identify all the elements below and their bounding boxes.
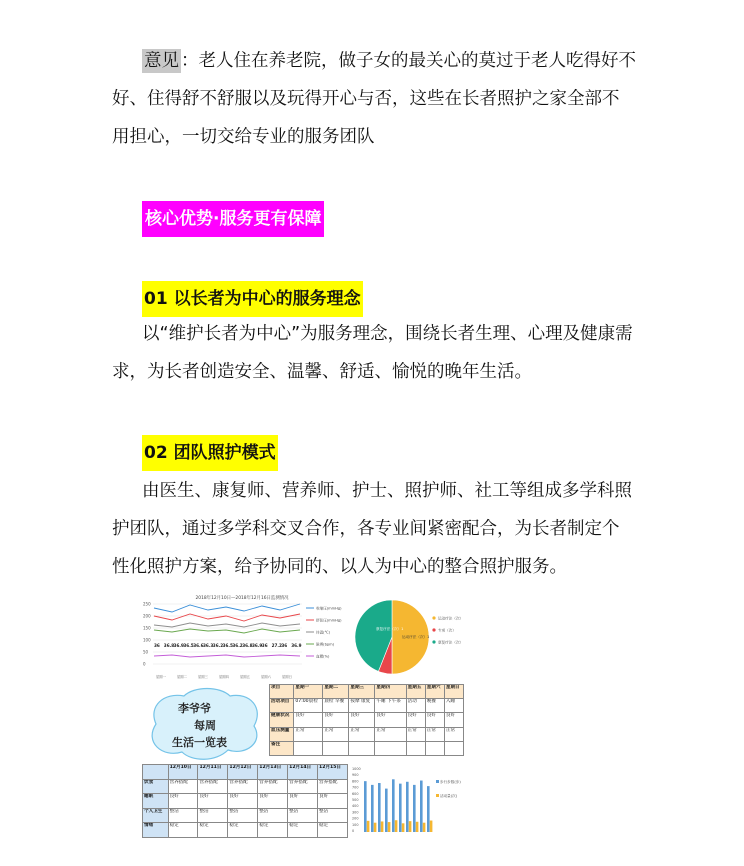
- therapy-pie-chart: [354, 592, 464, 682]
- bar-y-tick: 1000: [352, 767, 361, 771]
- pie-legend-swatch: [432, 628, 435, 631]
- table-cell: [406, 741, 425, 755]
- table-cell: 整洁: [228, 808, 258, 823]
- section-title-wrap: [142, 206, 324, 232]
- vital-x-tick: 星期六: [261, 675, 271, 679]
- table-cell: 正常: [323, 727, 349, 741]
- table-header-cell: 星期一: [294, 685, 323, 699]
- table-header-cell: 星期日: [444, 685, 463, 699]
- vital-y-tick: 250: [143, 601, 151, 607]
- activity-bar-chart: [352, 764, 464, 838]
- table-cell: 晚餐: [425, 699, 444, 713]
- temp-label: 36.9: [291, 643, 302, 648]
- table-cell: [349, 741, 375, 755]
- table-cell: 稳定: [228, 823, 258, 838]
- table-cell: 良好: [323, 713, 349, 727]
- temp-label: 36.3: [203, 643, 214, 648]
- bar-series-a: [427, 786, 430, 832]
- table-cell: 午睡 下午茶: [375, 699, 406, 713]
- table-header-cell: [143, 765, 169, 780]
- vital-x-tick: 星期一: [156, 675, 166, 679]
- bar-series-b: [395, 820, 398, 832]
- bar-y-tick: 400: [352, 804, 359, 809]
- point2-body: 由医生、康复师、营养师、护士、照护师、社工等组成多学科照护团队，通过多学科交叉合作，各专业间紧密配合，为长者制定个性化照护方案，给予协同的、以人为中心的整合照护服务。: [112, 481, 632, 577]
- table-row: [143, 823, 348, 838]
- table-header-row: [143, 765, 348, 780]
- table-cell: 晨检 早餐: [323, 699, 349, 713]
- vital-legend-label: 舒张压(mmHg): [316, 618, 342, 623]
- table-cell: 良好: [228, 794, 258, 809]
- table-header-cell: 12月13日: [258, 765, 288, 780]
- bar-series-a: [399, 784, 402, 832]
- card-name: 李爷爷: [178, 702, 211, 715]
- table-cell: 正常: [406, 727, 425, 741]
- pie-inner-label-1: 康复疗法（次）1: [376, 627, 404, 631]
- bar-series-b: [409, 821, 412, 832]
- table-cell: [375, 741, 406, 755]
- bar-y-tick: 600: [352, 791, 359, 796]
- bar-legend-label: 步行步数(步): [440, 780, 461, 784]
- vital-legend-label: 体温(℃): [316, 630, 331, 635]
- table-header-cell: 星期四: [375, 685, 406, 699]
- table-cell: 入睡: [444, 699, 463, 713]
- point1-body: 以“维护长者为中心”为服务理念，围绕长者生理、心理及健康需求，为长者创造安全、温馨、舒适、愉悦的晚年生活。: [112, 324, 633, 382]
- bar-series-a: [392, 779, 395, 832]
- table-cell: 整洁: [258, 808, 288, 823]
- vital-x-tick: 星期四: [219, 675, 229, 679]
- table-cell: [323, 741, 349, 755]
- bar-legend-swatch: [436, 780, 439, 783]
- table-cell: 血压测量: [270, 727, 294, 741]
- temp-label: 36.9: [173, 643, 184, 648]
- temp-label: 27.2: [271, 643, 282, 648]
- vital-y-tick: 0: [143, 661, 146, 667]
- table-cell: 正常: [294, 727, 323, 741]
- table-cell: 活动项目: [270, 699, 294, 713]
- table-cell: 正常: [425, 727, 444, 741]
- pulse-line: [154, 629, 300, 633]
- table-row: [270, 741, 464, 755]
- table-cell: 整洁: [318, 808, 348, 823]
- vital-x-tick: 星期三: [198, 675, 208, 679]
- temperature-line: [154, 623, 300, 627]
- table-cell: 正常: [375, 727, 406, 741]
- table-cell: 备注: [270, 741, 294, 755]
- table-cell: 个人卫生: [143, 808, 169, 823]
- table-cell: 营养搭配: [318, 779, 348, 794]
- bar-series-b: [416, 822, 419, 832]
- daily-status-table: [142, 764, 348, 838]
- vital-chart-title: 2018年12月10日—2018年12月16日监测情况: [195, 596, 289, 601]
- daily-activity-table: [269, 684, 464, 756]
- table-cell: 良好: [425, 713, 444, 727]
- bar-series-a: [413, 785, 416, 832]
- point2-title: 02 团队照护模式: [142, 435, 278, 471]
- table-row: [270, 713, 464, 727]
- table-cell: 稳定: [318, 823, 348, 838]
- table-cell: 健康状况: [270, 713, 294, 727]
- table-cell: 正常: [349, 727, 375, 741]
- table-header-cell: 12月11日: [198, 765, 228, 780]
- table-cell: 睡眠: [143, 794, 169, 809]
- systolic-line: [154, 604, 300, 612]
- temp-label: 36.2: [232, 643, 243, 648]
- intro-paragraph: [112, 42, 636, 156]
- table-cell: 良好: [375, 713, 406, 727]
- bar-series-a: [406, 782, 409, 832]
- table-cell: [444, 741, 463, 755]
- table-cell: 整洁: [288, 808, 318, 823]
- pie-legend-label: 康复疗法（次）: [438, 640, 464, 645]
- diastolic-line: [154, 614, 300, 621]
- bar-y-tick: 0: [352, 829, 355, 833]
- table-header-cell: 星期五: [406, 685, 425, 699]
- table-cell: 良好: [258, 794, 288, 809]
- table-cell: 良好: [349, 713, 375, 727]
- bar-y-tick: 800: [352, 779, 359, 784]
- table-header-cell: 星期六: [425, 685, 444, 699]
- vital-x-tick: 星期日: [282, 675, 292, 679]
- intro-text: ：老人住在养老院，做子女的最关心的莫过于老人吃得好不好、住得舒不舒服以及玩得开心与否，这些在长者照护之家全部不用担心，一切交给专业的服务团队: [112, 51, 636, 147]
- vital-y-tick: 50: [143, 649, 149, 655]
- vital-legend-label: 脉搏(bpm): [316, 642, 335, 647]
- bar-y-tick: 900: [352, 773, 359, 778]
- temp-label: 36.8: [163, 643, 175, 648]
- table-header-cell: 星期二: [323, 685, 349, 699]
- bar-series-b: [388, 822, 391, 832]
- table-row: [270, 699, 464, 713]
- temp-label: 36: [154, 643, 160, 648]
- table-cell: [425, 741, 444, 755]
- bar-y-tick: 700: [352, 785, 359, 790]
- vital-legend-label: 收缩压(mmHg): [316, 606, 342, 611]
- table-cell: 按摩 康复: [349, 699, 375, 713]
- table-cell: 正常: [444, 727, 463, 741]
- temp-label: 36.6: [193, 643, 204, 648]
- bar-series-b: [374, 823, 377, 832]
- table-cell: [294, 741, 323, 755]
- table-cell: 良好: [294, 713, 323, 727]
- temp-label: 36.8: [242, 643, 253, 648]
- bar-series-a: [385, 789, 388, 832]
- vital-y-tick: 150: [143, 625, 151, 631]
- point1-title-wrap: [142, 286, 363, 312]
- table-cell: 饮食: [143, 779, 169, 794]
- table-cell: 良好: [198, 794, 228, 809]
- temp-label: 36.5: [222, 643, 233, 648]
- table-cell: 稳定: [258, 823, 288, 838]
- table-header-cell: 项目: [270, 685, 294, 699]
- table-cell: 良好: [288, 794, 318, 809]
- table-row: [143, 808, 348, 823]
- card-weekly: 每周: [194, 719, 216, 732]
- table-cell: 情绪: [143, 823, 169, 838]
- table-header-cell: 星期三: [349, 685, 375, 699]
- table-header-cell: 12月15日: [318, 765, 348, 780]
- table-cell: 营养搭配: [198, 779, 228, 794]
- table-cell: 营养搭配: [288, 779, 318, 794]
- vital-x-tick: 星期五: [240, 675, 250, 679]
- table-cell: 营养搭配: [258, 779, 288, 794]
- card-subtitle: 生活一览表: [172, 736, 227, 749]
- glucose-line: [154, 655, 300, 657]
- pie-inner-label-2: 运动疗法（次）1: [402, 635, 430, 639]
- bar-series-b: [367, 821, 370, 832]
- table-row: [143, 779, 348, 794]
- temp-label: 36.5: [183, 643, 194, 648]
- bar-series-b: [430, 821, 433, 832]
- bar-series-a: [364, 781, 367, 832]
- table-cell: 营养搭配: [168, 779, 198, 794]
- vital-x-tick: 星期二: [177, 675, 187, 679]
- pie-legend-label: 专项（次）: [438, 628, 456, 633]
- table-header-cell: 12月12日: [228, 765, 258, 780]
- vital-legend-label: 血糖(%): [316, 654, 330, 659]
- table-cell: 稳定: [168, 823, 198, 838]
- section-title: 核心优势·服务更有保障: [142, 201, 324, 237]
- table-cell: 07:00晨检: [294, 699, 323, 713]
- bar-series-a: [378, 783, 381, 832]
- bar-y-tick: 500: [352, 798, 359, 802]
- bar-legend-swatch: [436, 794, 439, 797]
- point2-title-wrap: [142, 440, 278, 466]
- table-cell: 整洁: [168, 808, 198, 823]
- bar-series-b: [402, 823, 405, 832]
- bar-y-tick: 100: [352, 822, 359, 827]
- bar-legend-label: 活动量(次): [440, 794, 458, 798]
- table-row: [143, 794, 348, 809]
- point1-title: 01 以长者为中心的服务理念: [142, 281, 363, 317]
- bar-series-a: [371, 785, 374, 832]
- table-cell: 营养搭配: [228, 779, 258, 794]
- table-header-cell: 12月10日: [168, 765, 198, 780]
- table-cell: 整洁: [198, 808, 228, 823]
- pie-legend-swatch: [432, 616, 435, 619]
- intro-label: 意见: [144, 51, 179, 71]
- temp-label: 36.2: [212, 643, 224, 648]
- vital-signs-chart: [142, 592, 348, 682]
- table-cell: 良好: [318, 794, 348, 809]
- temp-label: 36.9: [252, 643, 263, 648]
- table-header-row: [270, 685, 464, 699]
- table-cell: 良好: [168, 794, 198, 809]
- table-cell: 良好: [406, 713, 425, 727]
- weekly-schedule-card: [142, 684, 267, 762]
- bar-y-tick: 300: [352, 810, 359, 815]
- pie-legend-label: 运动疗法（次）: [438, 616, 464, 621]
- pie-legend-swatch: [432, 640, 435, 643]
- temp-label: 36: [261, 643, 268, 648]
- table-cell: 稳定: [288, 823, 318, 838]
- table-cell: 稳定: [198, 823, 228, 838]
- bar-series-b: [381, 821, 384, 832]
- temp-label: 36: [281, 643, 288, 648]
- table-header-cell: 12月14日: [288, 765, 318, 780]
- care-report-collage: [142, 592, 464, 838]
- table-row: [270, 727, 464, 741]
- bar-y-tick: 200: [352, 816, 359, 821]
- bar-series-b: [423, 823, 426, 832]
- bar-series-a: [420, 781, 423, 832]
- table-cell: 活动: [406, 699, 425, 713]
- vital-y-tick: 200: [143, 613, 151, 619]
- vital-y-tick: 100: [143, 637, 151, 643]
- table-cell: 良好: [444, 713, 463, 727]
